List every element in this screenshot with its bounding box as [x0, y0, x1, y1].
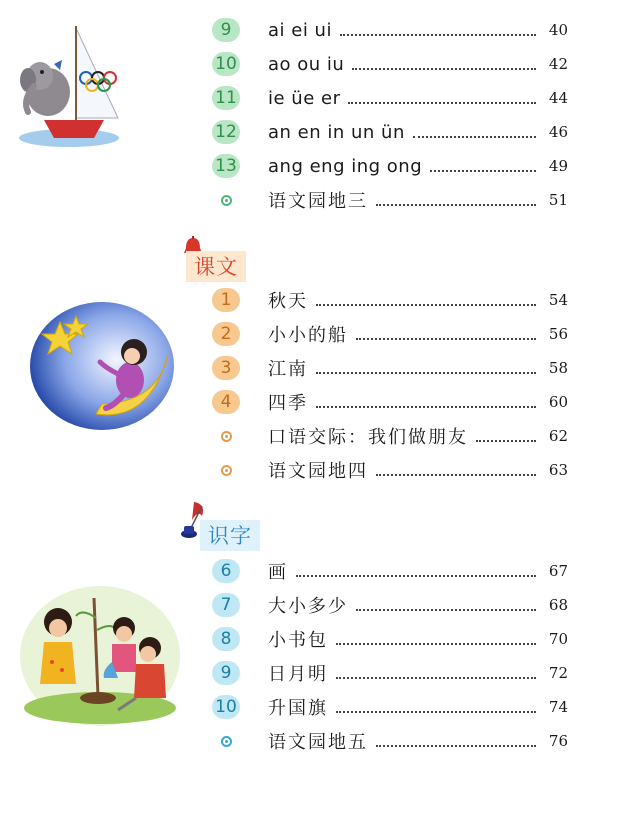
lesson-title: 口语交际：我们做朋友: [268, 427, 468, 448]
lesson-number-badge: 7: [212, 593, 240, 617]
lesson-number-badge: 4: [212, 390, 240, 414]
page-number: 72: [548, 664, 568, 682]
page-number: 40: [548, 21, 568, 39]
circle-bullet-icon: [212, 188, 240, 212]
dot-leader: [336, 642, 536, 645]
lesson-title: 江南: [268, 359, 308, 380]
lesson-title: 秋天: [268, 291, 308, 312]
section-tag: 识字: [200, 520, 260, 551]
dot-leader: [316, 371, 536, 374]
children-planting-illustration: [18, 578, 182, 728]
lesson-number-badge: 12: [212, 120, 240, 144]
lesson-title: 小书包: [268, 630, 328, 651]
lesson-title: ao ou iu: [268, 53, 345, 75]
lesson-number-badge: 2: [212, 322, 240, 346]
page-number: 44: [548, 89, 568, 107]
lesson-number-badge: 10: [212, 52, 240, 76]
page-number: 63: [548, 461, 568, 479]
toc-row[interactable]: [212, 84, 568, 112]
page-number: 56: [548, 325, 568, 343]
toc-row[interactable]: [212, 456, 568, 484]
lesson-title: ang eng ing ong: [268, 155, 423, 177]
lesson-number-badge: 6: [212, 559, 240, 583]
dot-leader: [376, 744, 536, 747]
lesson-title: ai ei ui: [268, 19, 332, 41]
toc-row[interactable]: [212, 388, 568, 416]
dot-leader: [352, 67, 536, 70]
dot-leader: [476, 439, 536, 442]
dot-leader: [413, 135, 536, 138]
elephant-sailboat-illustration: [14, 20, 124, 150]
toc-row[interactable]: [212, 591, 568, 619]
section-tag: 课文: [186, 251, 246, 282]
toc-row[interactable]: [212, 659, 568, 687]
toc-row[interactable]: [212, 422, 568, 450]
lesson-title: an en in un ün: [268, 121, 405, 143]
moon-girl-illustration: [18, 294, 178, 434]
dot-leader: [316, 303, 536, 306]
dot-leader: [348, 101, 536, 104]
dot-leader: [296, 574, 536, 577]
circle-bullet-icon: [212, 458, 240, 482]
lesson-title: 大小多少: [268, 596, 348, 617]
page-number: 46: [548, 123, 568, 141]
page-number: 74: [548, 698, 568, 716]
dot-leader: [356, 337, 536, 340]
circle-bullet-icon: [212, 729, 240, 753]
lesson-number-badge: 13: [212, 154, 240, 178]
circle-bullet-icon: [212, 424, 240, 448]
lesson-number-badge: 8: [212, 627, 240, 651]
page-number: 58: [548, 359, 568, 377]
lesson-number-badge: 1: [212, 288, 240, 312]
lesson-title: 语文园地三: [268, 191, 368, 212]
lesson-title: 小小的船: [268, 325, 348, 346]
toc-row[interactable]: [212, 727, 568, 755]
lesson-number-badge: 10: [212, 695, 240, 719]
page-number: 54: [548, 291, 568, 309]
toc-row[interactable]: [212, 693, 568, 721]
toc-row[interactable]: [212, 354, 568, 382]
lesson-number-badge: 9: [212, 661, 240, 685]
lesson-number-badge: 11: [212, 86, 240, 110]
dot-leader: [376, 203, 536, 206]
page-number: 42: [548, 55, 568, 73]
page-number: 62: [548, 427, 568, 445]
page-number: 60: [548, 393, 568, 411]
lesson-title: 画: [268, 562, 288, 583]
lesson-number-badge: 3: [212, 356, 240, 380]
lesson-title: 升国旗: [268, 698, 328, 719]
page-number: 51: [548, 191, 568, 209]
toc-row[interactable]: [212, 557, 568, 585]
kewen-section-header: [180, 236, 260, 280]
toc-row[interactable]: [212, 320, 568, 348]
shizi-section-header: [178, 500, 262, 552]
dot-leader: [430, 169, 536, 172]
dot-leader: [376, 473, 536, 476]
lesson-title: ie üe er: [268, 87, 341, 109]
toc-row[interactable]: [212, 625, 568, 653]
toc-row[interactable]: [212, 118, 568, 146]
page-number: 68: [548, 596, 568, 614]
dot-leader: [356, 608, 536, 611]
lesson-title: 日月明: [268, 664, 328, 685]
page-number: 49: [548, 157, 568, 175]
toc-row[interactable]: [212, 50, 568, 78]
toc-row[interactable]: [212, 16, 568, 44]
dot-leader: [316, 405, 536, 408]
toc-row[interactable]: [212, 186, 568, 214]
toc-row[interactable]: [212, 152, 568, 180]
dot-leader: [336, 710, 536, 713]
dot-leader: [340, 33, 536, 36]
page-number: 76: [548, 732, 568, 750]
lesson-title: 语文园地五: [268, 732, 368, 753]
page-number: 67: [548, 562, 568, 580]
lesson-title: 四季: [268, 393, 308, 414]
lesson-number-badge: 9: [212, 18, 240, 42]
page-number: 70: [548, 630, 568, 648]
lesson-title: 语文园地四: [268, 461, 368, 482]
toc-row[interactable]: [212, 286, 568, 314]
dot-leader: [336, 676, 536, 679]
